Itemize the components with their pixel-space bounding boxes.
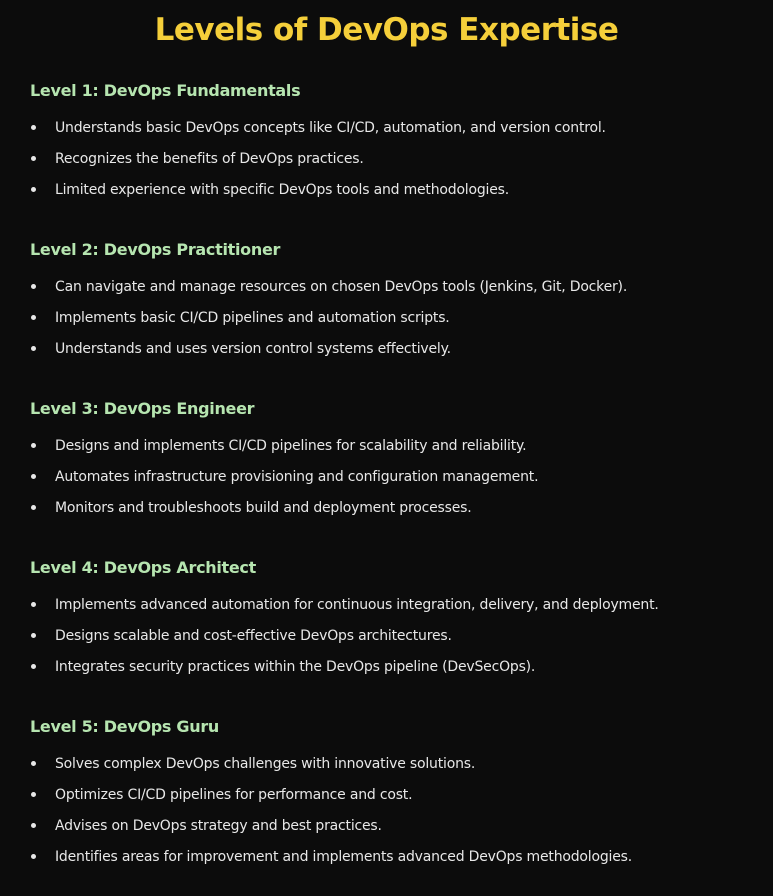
list-item-text: Automates infrastructure provisioning and configuration management.	[55, 469, 539, 485]
list-item-text: Limited experience with specific DevOps tools and methodologies.	[55, 182, 509, 198]
level-heading: Level 3: DevOps Engineer	[30, 399, 255, 418]
list-item	[30, 339, 750, 370]
list-item	[30, 785, 750, 816]
bullet-icon	[31, 602, 36, 607]
list-item	[30, 180, 750, 211]
list-item-text: Implements advanced automation for continuous integration, delivery, and deployment.	[55, 597, 659, 613]
bullet-icon	[31, 315, 36, 320]
bullet-list	[30, 436, 750, 529]
list-item-text: Designs and implements CI/CD pipelines for scalability and reliability.	[55, 438, 527, 454]
list-item-text: Monitors and troubleshoots build and deployment processes.	[55, 500, 472, 516]
bullet-icon	[31, 761, 36, 766]
list-item	[30, 498, 750, 529]
list-item-text: Understands and uses version control systems effectively.	[55, 341, 451, 357]
list-item-text: Optimizes CI/CD pipelines for performance and cost.	[55, 787, 413, 803]
bullet-icon	[31, 792, 36, 797]
bullet-icon	[31, 474, 36, 479]
list-item-text: Solves complex DevOps challenges with innovative solutions.	[55, 756, 476, 772]
level-section-4	[30, 557, 750, 675]
level-section-3	[30, 398, 750, 516]
list-item-text: Recognizes the benefits of DevOps practices.	[55, 151, 364, 167]
level-section-5	[30, 716, 750, 865]
list-item	[30, 816, 750, 847]
bullet-icon	[31, 125, 36, 130]
level-section-1	[30, 80, 750, 198]
list-item-text: Understands basic DevOps concepts like CI/CD, automation, and version control.	[55, 120, 606, 136]
bullet-icon	[31, 187, 36, 192]
level-heading: Level 5: DevOps Guru	[30, 717, 220, 736]
level-section-2	[30, 239, 750, 357]
bullet-icon	[31, 664, 36, 669]
bullet-list	[30, 754, 750, 878]
list-item	[30, 308, 750, 339]
list-item-text: Designs scalable and cost-effective DevOps architectures.	[55, 628, 452, 644]
list-item	[30, 595, 750, 626]
bullet-icon	[31, 633, 36, 638]
bullet-list	[30, 595, 750, 688]
list-item-text: Can navigate and manage resources on chosen DevOps tools (Jenkins, Git, Docker).	[55, 279, 628, 295]
list-item	[30, 436, 750, 467]
bullet-icon	[31, 346, 36, 351]
list-item	[30, 657, 750, 688]
list-item-text: Advises on DevOps strategy and best practices.	[55, 818, 382, 834]
level-heading: Level 1: DevOps Fundamentals	[30, 81, 301, 100]
list-item	[30, 626, 750, 657]
bullet-icon	[31, 823, 36, 828]
list-item-text: Implements basic CI/CD pipelines and automation scripts.	[55, 310, 450, 326]
list-item	[30, 847, 750, 878]
bullet-icon	[31, 443, 36, 448]
level-heading: Level 4: DevOps Architect	[30, 558, 256, 577]
bullet-icon	[31, 284, 36, 289]
bullet-icon	[31, 156, 36, 161]
list-item	[30, 149, 750, 180]
list-item-text: Identifies areas for improvement and implements advanced DevOps methodologies.	[55, 849, 632, 865]
bullet-icon	[31, 505, 36, 510]
bullet-list	[30, 118, 750, 211]
list-item	[30, 118, 750, 149]
list-item	[30, 467, 750, 498]
level-heading: Level 2: DevOps Practitioner	[30, 240, 281, 259]
list-item	[30, 754, 750, 785]
page-title: Levels of DevOps Expertise	[154, 12, 619, 48]
bullet-list	[30, 277, 750, 370]
list-item	[30, 277, 750, 308]
list-item-text: Integrates security practices within the DevOps pipeline (DevSecOps).	[55, 659, 536, 675]
bullet-icon	[31, 854, 36, 859]
